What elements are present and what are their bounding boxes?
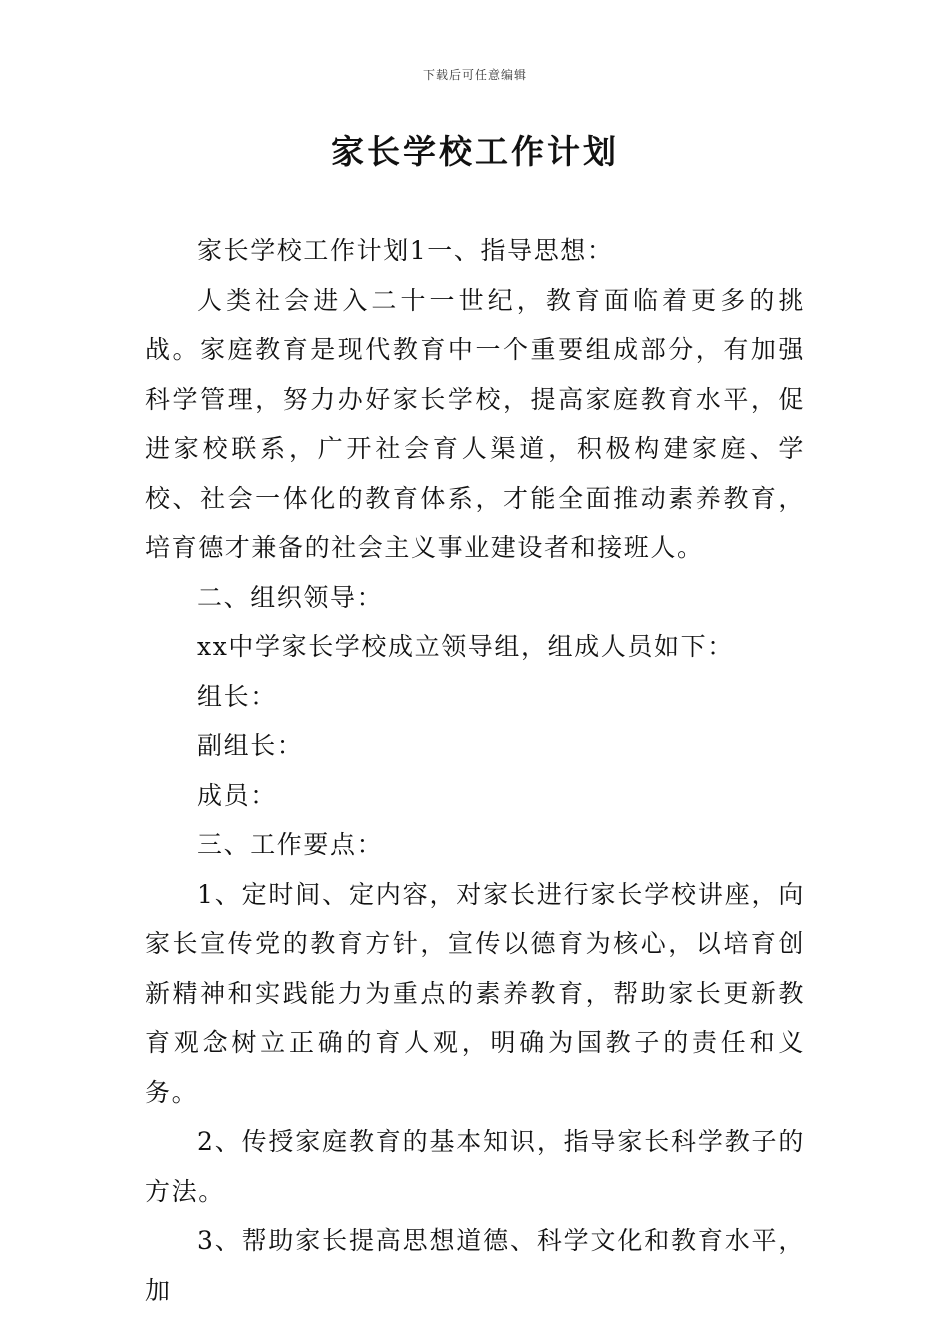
paragraph-point-one: 1、定时间、定内容，对家长进行家长学校讲座，向家长宣传党的教育方针，宣传以德育为核心，以培育创新精神和实践能力为重点的素养教育，帮助家长更新教育观念树立正确的育人观，明确为国教子的责任和义务。	[145, 879, 805, 1107]
paragraph-point-three: 3、帮助家长提高思想道德、科学文化和教育水平，加	[145, 1226, 805, 1305]
paragraph-point-two: 2、传授家庭教育的基本知识，指导家长科学教子的方法。	[145, 1127, 805, 1206]
paragraph-section-three-heading: 三、工作要点：	[197, 830, 384, 859]
paragraph-deputy-leader: 副组长：	[197, 731, 304, 760]
paragraph-leader: 组长：	[197, 681, 277, 711]
paragraph-guiding-thought: 人类社会进入二十一世纪，教育面临着更多的挑战。家庭教育是现代教育中一个重要组成部分，有加强科学管理，努力办好家长学校，提高家庭教育水平，促进家校联系，广开社会育人渠道，积极构建家庭、学校、社会一体化的教育体系，才能全面推动素养教育，培育德才兼备的社会主义事业建设者和接班人。	[145, 285, 805, 562]
header-note: 下载后可任意编辑	[422, 68, 527, 82]
paragraph-leadership-group: xx中学家长学校成立领导组，组成人员如下：	[197, 632, 734, 661]
document-title: 家长学校工作计划	[331, 132, 619, 171]
paragraph-section-two-heading: 二、组织领导：	[197, 582, 384, 612]
document-body	[145, 226, 805, 1315]
paragraph-intro: 家长学校工作计划1一、指导思想：	[197, 236, 614, 265]
paragraph-members: 成员：	[197, 780, 277, 810]
